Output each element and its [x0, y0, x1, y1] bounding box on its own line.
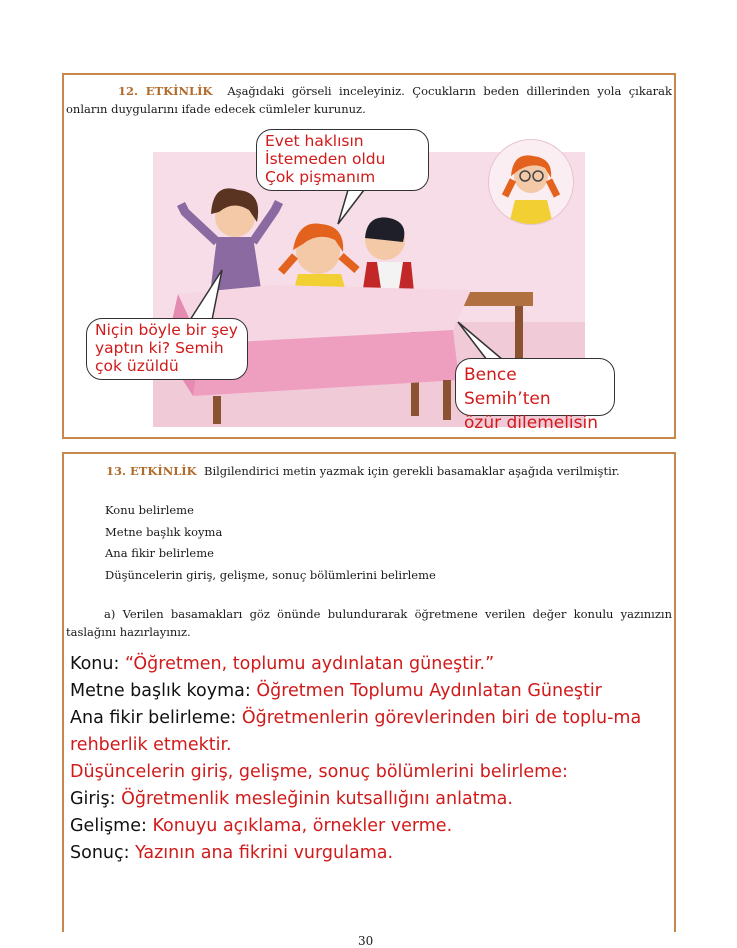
- answer-key: Sonuç:: [70, 843, 136, 863]
- bubble-right-line-2: özür dilemelisin: [464, 413, 599, 433]
- step-item: Metne başlık koyma: [105, 524, 223, 539]
- steps-list: [105, 500, 436, 586]
- answer-value: Konuyu açıklama, örnekler verme.: [152, 816, 453, 836]
- answer-line-ana-fikir: [70, 705, 680, 759]
- answer-key: Gelişme:: [70, 816, 153, 836]
- answer-value: Öğretmenlik mesleğinin kutsallığını anlatma.: [121, 789, 513, 809]
- answer-value: Öğretmenlerin görevlerinden biri de toplu-ma rehberlik etmektir.: [70, 708, 642, 755]
- bubble-left-line-3: çok üzüldü: [95, 357, 179, 375]
- page-number: 30: [358, 934, 374, 948]
- answer-line-baslik: [70, 678, 680, 705]
- step-item: Düşüncelerin giriş, gelişme, sonuç bölümlerini belirleme: [105, 567, 436, 582]
- answer-key: Konu:: [70, 654, 125, 674]
- answer-value: “Öğretmen, toplumu aydınlatan güneştir.”: [124, 654, 495, 674]
- step-item: Konu belirleme: [105, 503, 194, 517]
- bubble-right-line-1: Bence Semih’ten: [464, 365, 551, 409]
- answer-line-giris: [70, 786, 680, 813]
- bubble-top-line-3: Çok pişmanım: [265, 168, 376, 186]
- answer-line-konu: [70, 651, 680, 678]
- answer-line-bolumler: [70, 759, 680, 786]
- answer-key: Ana fikir belirleme:: [70, 708, 242, 728]
- answer-line-sonuc: [70, 840, 680, 867]
- bubble-top-line-2: İstemeden oldu: [265, 150, 386, 168]
- step-item: Ana fikir belirleme: [105, 546, 214, 560]
- activity-13-heading: [66, 462, 672, 480]
- answer-line-gelisme: [70, 813, 680, 840]
- speech-bubble-left: [86, 318, 248, 380]
- answer-block: [70, 651, 680, 867]
- answer-value: Düşüncelerin giriş, gelişme, sonuç bölümlerini belirleme:: [70, 762, 568, 782]
- answer-value: Öğretmen Toplumu Aydınlatan Güneştir: [256, 681, 602, 701]
- answer-key: Metne başlık koyma:: [70, 681, 257, 701]
- activity-13-label: 13. ETKİNLİK: [106, 464, 197, 478]
- bubble-top-line-1: Evet haklısın: [265, 132, 364, 150]
- speech-bubble-right: [455, 358, 615, 433]
- bubble-left-line-1: Niçin böyle bir şey: [95, 321, 238, 339]
- task-a-text: a) Verilen basamakları göz önünde bulundurarak öğretmene verilen değer konulu yazınızın taslağını hazırlayınız.: [66, 607, 672, 639]
- answer-value: Yazının ana fikrini vurgulama.: [135, 843, 394, 863]
- speech-bubble-top: [256, 129, 429, 191]
- activity-12-label: 12. ETKİNLİK: [118, 84, 213, 98]
- activity-12-instruction: Aşağıdaki görseli inceleyiniz. Çocukların beden dillerinden yola çıkarak onların duygularını ifade edecek cümleler kurunuz.: [66, 84, 672, 116]
- activity-13-instruction: Bilgilendirici metin yazmak için gerekli basamaklar aşağıda verilmiştir.: [204, 464, 620, 478]
- bubble-left-line-2: yaptın ki? Semih: [95, 339, 224, 357]
- answer-key: Giriş:: [70, 789, 122, 809]
